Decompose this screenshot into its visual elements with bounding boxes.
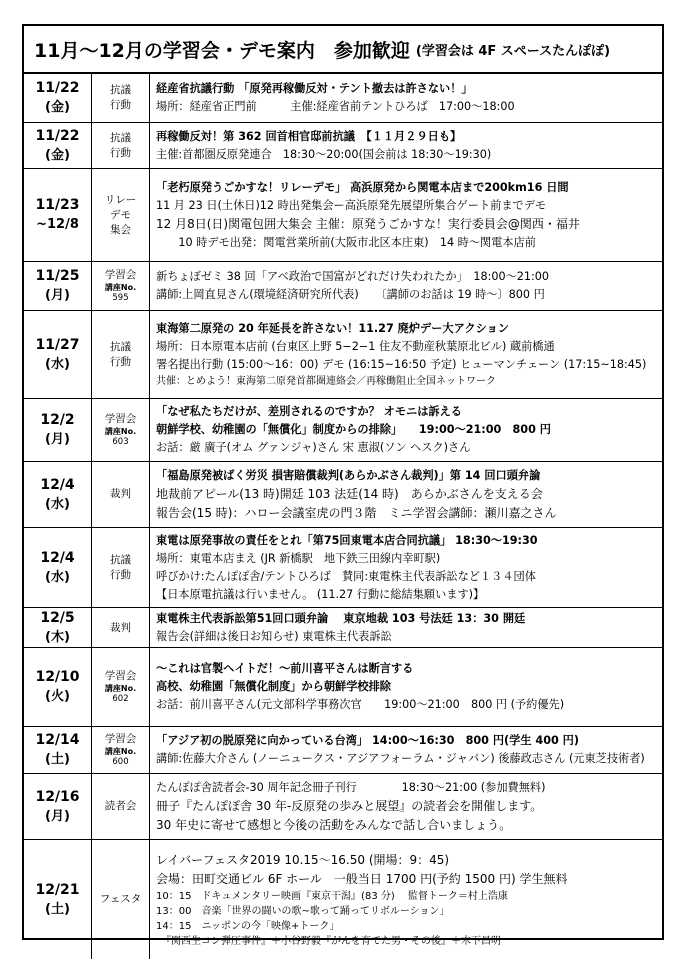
event-type-cell — [92, 74, 150, 122]
event-detail-line: 場所：経産省正門前 主催:経産省前テントひろば 17:00～18:00 — [156, 100, 515, 113]
event-type-label: 裁判 — [110, 488, 131, 500]
event-type-label: 抗議 — [110, 340, 131, 353]
event-date-cell — [24, 74, 92, 122]
event-detail-line: 地裁前アピール(13 時)開廷 103 法廷(14 時) あらかぶさんを支える会 — [156, 486, 543, 501]
event-type-cell — [92, 648, 150, 726]
event-type-label: 学習会 — [104, 733, 137, 745]
event-details — [150, 399, 662, 461]
event-type-label: リレー — [104, 193, 137, 206]
event-schedule-sheet — [22, 24, 664, 947]
event-date: 11/25 — [35, 268, 80, 284]
event-detail-line: 朝鮮学校、幼稚園の「無償化」制度からの排除」 19:00～21:00 800 円 — [156, 423, 551, 436]
event-date: 12/21 — [35, 881, 80, 898]
event-details — [150, 123, 662, 168]
event-detail-line: 高校、幼稚園「無償化制度」から朝鮮学校排除 — [156, 680, 391, 693]
event-type-cell — [92, 462, 150, 527]
event-detail-line: 会場：田町交通ビル 6F ホール 一般当日 1700 円(予約 1500 円) 学生無料 — [156, 871, 568, 886]
event-date: 11/22 — [35, 80, 80, 96]
event-type-label: 読者会 — [104, 800, 137, 812]
event-details — [150, 774, 662, 839]
event-weekday: (木) — [45, 630, 70, 645]
event-detail-line: 「アジア初の脱原発に向かっている台湾」 14:00～16:30 800 円(学生 400 円) — [156, 734, 579, 747]
event-details — [150, 608, 662, 648]
event-detail-line: 経産省抗議行動 「原発再稼働反対・テント撤去は許さない！」 — [156, 82, 473, 95]
event-detail-line: 東電株主代表訴訟第51回口頭弁論 東京地裁 103 号法廷 13：30 開廷 — [156, 612, 526, 625]
event-detail-line: 30 年史に寄せて感想と今後の活動をみんなで話し合いましょう。 — [156, 817, 512, 832]
event-detail-line: 再稼働反対！第 362 回首相官邸前抗議 【１１月２９日も】 — [156, 129, 462, 143]
event-details — [150, 648, 662, 726]
event-detail-line: 「なぜ私たちだけが、差別されるのですか？ オモニは訴える — [156, 405, 462, 418]
event-details — [150, 528, 662, 607]
event-weekday: (月) — [45, 808, 70, 824]
event-details — [150, 840, 662, 959]
event-type-cell — [92, 528, 150, 607]
event-date: 12/14 — [35, 732, 80, 748]
event-date-cell — [24, 311, 92, 398]
event-detail-line: 東電は原発事故の責任をとれ「第75回東電本店合同抗議」 18:30～19:30 — [156, 533, 538, 547]
event-date-cell — [24, 462, 92, 527]
course-number-label: 講座No. — [104, 747, 137, 756]
event-type-cell — [92, 311, 150, 398]
event-row — [24, 462, 662, 528]
event-row — [24, 727, 662, 774]
event-row — [24, 840, 662, 959]
event-date-cell — [24, 262, 92, 310]
course-number-label: 講座No. — [104, 684, 137, 693]
event-weekday: (土) — [45, 752, 70, 767]
course-number-label: 講座No. — [104, 283, 137, 292]
event-type-cell — [92, 774, 150, 839]
event-details — [150, 262, 662, 310]
event-row — [24, 648, 662, 727]
course-number: 603 — [112, 437, 129, 447]
event-weekday: ~12/8 — [36, 217, 79, 232]
event-details — [150, 311, 662, 398]
event-detail-line: お話：前川喜平さん(元文部科学事務次官 19:00～21:00 800 円 (予約優先) — [156, 698, 565, 711]
event-detail-line: レイバーフェスタ2019 10.15～16.50 (開場：9：45) — [156, 852, 450, 867]
event-details — [150, 727, 662, 773]
event-date-cell — [24, 123, 92, 168]
event-type-label: 抗議 — [110, 131, 131, 144]
event-type-label: 抗議 — [110, 553, 131, 566]
event-type-label: 行動 — [110, 99, 131, 111]
event-detail-line: 講師:佐藤大介さん (ノーニュークス・アジアフォーラム・ジャパン) 後藤政志さん (元東芝技術者) — [156, 752, 645, 765]
event-row — [24, 74, 662, 123]
event-row — [24, 311, 662, 399]
event-type-cell — [92, 399, 150, 461]
event-detail-line: 東海第二原発の 20 年延長を許さない！11.27 廃炉デー大アクション — [156, 322, 509, 335]
page-title — [24, 26, 662, 74]
event-type-cell — [92, 123, 150, 168]
event-row — [24, 608, 662, 648]
event-type-cell — [92, 608, 150, 648]
event-date-cell — [24, 840, 92, 959]
event-weekday: (月) — [45, 288, 70, 303]
event-row — [24, 262, 662, 311]
event-detail-line: 場所：東電本店まえ (JR 新橋駅 地下鉄三田線内幸町駅) — [156, 551, 441, 565]
event-weekday: (水) — [45, 496, 70, 512]
event-detail-line: 「福島原発被ばく労災 損害賠償裁判(あらかぶさん裁判)」第 14 回口頭弁論 — [156, 468, 541, 482]
event-type-label: 学習会 — [104, 269, 137, 281]
event-type-label: 学習会 — [104, 413, 137, 425]
event-date-cell — [24, 727, 92, 773]
event-details — [150, 462, 662, 527]
event-detail-line: 11 月 23 日(土休日)12 時出発集会ー高浜原発先展望所集合ゲート前までデモ — [156, 198, 547, 212]
event-detail-line: 13：00 音楽「世界の闘いの歌~歌って踊ってリボルーション」 — [156, 905, 450, 917]
event-date: 12/4 — [40, 549, 75, 566]
event-weekday: (火) — [45, 689, 70, 704]
event-detail-line: 冊子『たんぽぽ舎 30 年-反原発の歩みと展望』の読者会を開催します。 — [156, 798, 543, 813]
event-date-cell — [24, 169, 92, 261]
event-table — [24, 74, 662, 959]
event-date: 11/27 — [35, 336, 80, 353]
event-type-label: 行動 — [110, 146, 131, 159]
event-detail-line: 場所：日本原電本店前 (台東区上野 5−2−1 住友不動産秋葉原北ビル) 蔵前橋通 — [156, 340, 555, 353]
event-detail-line: 講師:上岡直見さん(環境経済研究所代表) 〔講師のお話は 19 時～〕800 円 — [156, 288, 545, 301]
event-date: 12/5 — [40, 610, 75, 626]
event-row — [24, 528, 662, 608]
event-date: 12/16 — [35, 788, 80, 805]
event-date-cell — [24, 648, 92, 726]
event-detail-line: 12 月8日(日)関電包囲大集会 主催：原発うごかすな！実行委員会@関西・福井 — [156, 216, 580, 231]
event-type-label: 学習会 — [104, 670, 137, 682]
event-detail-line: 10 時デモ出発：関電営業所前(大阪市北区本庄東) 14 時～関電本店前 — [156, 235, 536, 249]
event-date: 11/23 — [35, 197, 80, 213]
event-type-label: 行動 — [110, 568, 131, 581]
event-detail-line: 『関西生コン弾圧事件』＋小谷野毅『がんを育てた男・その後』＋木下昌明 — [156, 935, 501, 947]
event-date-cell — [24, 774, 92, 839]
event-detail-line: ～これは官製ヘイトだ！～前川喜平さんは断言する — [156, 662, 414, 675]
event-type-label: 行動 — [110, 355, 131, 368]
event-type-label: 裁判 — [110, 621, 131, 634]
course-number: 595 — [112, 293, 129, 303]
event-detail-line: 報告会(詳細は後日お知らせ) 東電株主代表訴訟 — [156, 630, 392, 643]
course-number-label: 講座No. — [104, 427, 137, 436]
event-type-label: 抗議 — [110, 84, 131, 96]
event-date-cell — [24, 399, 92, 461]
course-number: 600 — [112, 757, 129, 767]
event-detail-line: 主催:首都圏反原発連合 18:30～20:00(国会前は 18:30～19:30) — [156, 147, 492, 161]
event-weekday: (月) — [45, 432, 70, 447]
title-text: 11月～12月の学習会・デモ案内 参加歓迎 — [34, 39, 410, 62]
event-type-label: フェスタ — [99, 893, 142, 905]
event-type-cell — [92, 262, 150, 310]
event-date: 12/2 — [40, 412, 75, 428]
event-row — [24, 169, 662, 262]
event-type-cell — [92, 840, 150, 959]
event-date: 12/10 — [35, 669, 80, 685]
event-type-label: 集会 — [110, 223, 131, 236]
event-date-cell — [24, 528, 92, 607]
event-type-cell — [92, 727, 150, 773]
event-date: 11/22 — [35, 127, 80, 144]
event-detail-line: 署名提出行動 (15:00～16：00) デモ (16:15~16:50 予定) ヒューマンチェーン (17:15~18:45) — [156, 358, 647, 371]
event-row — [24, 399, 662, 462]
event-detail-line: 「老朽原発うごかすな！リレーデモ」 高浜原発から関電本店まで200km16 日間 — [156, 180, 569, 194]
event-weekday: (水) — [45, 356, 70, 372]
event-row — [24, 774, 662, 840]
event-weekday: (土) — [45, 901, 70, 917]
event-weekday: (金) — [45, 147, 70, 163]
event-details — [150, 74, 662, 122]
event-type-label: デモ — [110, 208, 131, 221]
event-details — [150, 169, 662, 261]
event-date-cell — [24, 608, 92, 648]
event-detail-line: 共催：とめよう！東海第二原発首都圏連絡会／再稼働阻止全国ネットワーク — [156, 376, 496, 387]
event-detail-line: 報告会(15 時)：ハロー会議室虎の門３階 ミニ学習会講師：瀬川嘉之さん — [156, 505, 557, 520]
title-subtitle: (学習会は 4F スペースたんぽぽ) — [415, 43, 611, 59]
event-date: 12/4 — [40, 476, 75, 493]
event-weekday: (金) — [45, 100, 70, 115]
event-weekday: (水) — [45, 569, 70, 585]
event-detail-line: たんぽぽ舎読者会-30 周年記念冊子刊行 18:30～21:00 (参加費無料) — [156, 780, 546, 794]
event-detail-line: 14：15 ニッポンの今「映像+トーク」 — [156, 920, 340, 932]
event-detail-line: 新ちょぼゼミ 38 回「アベ政治で国富がどれだけ失われたか」 18:00～21:00 — [156, 270, 550, 283]
event-row — [24, 123, 662, 169]
event-detail-line: 【日本原電抗議は行いません。 (11.27 行動に総結集願います)】 — [156, 587, 485, 601]
event-type-cell — [92, 169, 150, 261]
event-detail-line: 呼びかけ:たんぽぽ舎/テントひろば 賛同:東電株主代表訴訟など１３４団体 — [156, 569, 536, 583]
event-detail-line: お話：厳 廣子(オム グァンジャ)さん 宋 恵淑(ソン ヘスク)さん — [156, 441, 471, 454]
course-number: 602 — [112, 694, 129, 704]
event-detail-line: 10：15 ドキュメンタリー映画『東京干潟』(83 分) 監督トーク＝村上浩康 — [156, 890, 508, 902]
